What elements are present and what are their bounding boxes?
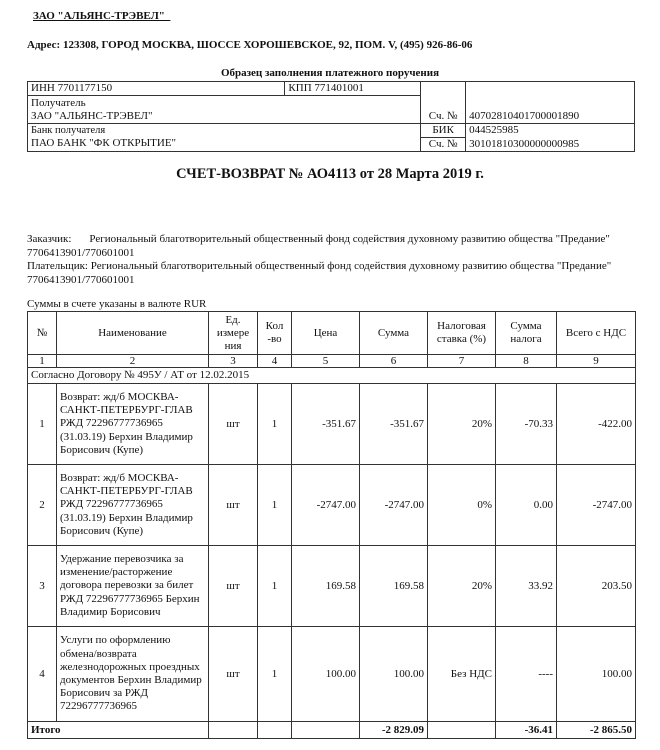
customer-label: Заказчик:	[27, 233, 72, 245]
row-total: 100.00	[557, 627, 636, 722]
row-total: -2747.00	[557, 465, 636, 546]
contract-reference: Согласно Договору № 495У / АТ от 12.02.2015	[28, 368, 636, 384]
column-number: 2	[57, 355, 209, 368]
corr-account-label: Сч. №	[421, 138, 466, 152]
totals-total: -2 865.50	[557, 722, 636, 739]
row-number: 3	[28, 546, 57, 627]
row-tax-rate: 20%	[428, 546, 496, 627]
table-row	[28, 546, 636, 627]
row-sum: 169.58	[360, 546, 428, 627]
row-tax-sum: 0.00	[496, 465, 557, 546]
row-total: 203.50	[557, 546, 636, 627]
row-price: 100.00	[292, 627, 360, 722]
parties-block	[27, 233, 627, 287]
header-tax-rate: Налоговая ставка (%)	[428, 312, 496, 355]
totals-empty-tax-rate	[428, 722, 496, 739]
header-num: №	[28, 312, 57, 355]
header-sum: Сумма	[360, 312, 428, 355]
kpp-cell: КПП 771401001	[285, 82, 421, 96]
row-unit: шт	[209, 465, 258, 546]
totals-empty-qty	[258, 722, 292, 739]
payer-value: Региональный благотворительный общественный фонд содействия духовному развитию общества "Предание" 7706413901/770601001	[27, 260, 614, 286]
column-number: 5	[292, 355, 360, 368]
account-label: Сч. №	[421, 96, 466, 124]
row-price: -2747.00	[292, 465, 360, 546]
company-address: Адрес: 123308, ГОРОД МОСКВА, ШОССЕ ХОРОШЕВСКОЕ, 92, ПОМ. V, (495) 926-86-06	[27, 39, 473, 51]
header-total: Всего с НДС	[557, 312, 636, 355]
company-name: ЗАО "АЛЬЯНС-ТРЭВЕЛ"	[33, 10, 171, 22]
table-row	[28, 384, 636, 465]
totals-tax-sum: -36.41	[496, 722, 557, 739]
row-price: -351.67	[292, 384, 360, 465]
row-number: 2	[28, 465, 57, 546]
column-number: 8	[496, 355, 557, 368]
row-total: -422.00	[557, 384, 636, 465]
table-row	[28, 627, 636, 722]
row-tax-sum: -70.33	[496, 384, 557, 465]
row-tax-sum: 33.92	[496, 546, 557, 627]
row-price: 169.58	[292, 546, 360, 627]
row-qty: 1	[258, 384, 292, 465]
column-number: 3	[209, 355, 258, 368]
row-name: Услуги по оформлению обмена/возврата железнодорожных проездных документов Берхин Владимир Борисович за РЖД 72296777736965	[57, 627, 209, 722]
row-sum: 100.00	[360, 627, 428, 722]
row-unit: шт	[209, 384, 258, 465]
header-qty: Кол -во	[258, 312, 292, 355]
column-number: 6	[360, 355, 428, 368]
column-number: 9	[557, 355, 636, 368]
row-tax-rate: 0%	[428, 465, 496, 546]
account-number: 40702810401700001890	[466, 96, 635, 124]
currency-note: Суммы в счете указаны в валюте RUR	[27, 298, 207, 310]
bank-cell	[28, 124, 421, 152]
totals-sum: -2 829.09	[360, 722, 428, 739]
account-number-spacer	[466, 82, 635, 96]
invoice-items-table	[27, 311, 636, 739]
header-unit: Ед. измере ния	[209, 312, 258, 355]
row-sum: -2747.00	[360, 465, 428, 546]
row-unit: шт	[209, 546, 258, 627]
bank-name: ПАО БАНК "ФК ОТКРЫТИЕ"	[31, 137, 177, 149]
column-number: 1	[28, 355, 57, 368]
bank-label: Банк получателя	[31, 125, 106, 136]
recipient-cell	[28, 96, 421, 124]
customer-line	[27, 233, 627, 260]
account-label-spacer	[421, 82, 466, 96]
row-qty: 1	[258, 627, 292, 722]
payment-sample-title: Образец заполнения платежного поручения	[220, 67, 440, 79]
row-name: Возврат: жд/б МОСКВА-САНКТ-ПЕТЕРБУРГ-ГЛАВ РЖД 72296777736965 (31.03.19) Берхин Владимир Борисович (Купе)	[57, 465, 209, 546]
row-unit: шт	[209, 627, 258, 722]
totals-empty-unit	[209, 722, 258, 739]
header-price: Цена	[292, 312, 360, 355]
recipient-label: Получатель	[31, 97, 86, 109]
payment-details-table	[27, 81, 635, 152]
row-tax-rate: Без НДС	[428, 627, 496, 722]
recipient-name: ЗАО "АЛЬЯНС-ТРЭВЕЛ"	[31, 110, 153, 122]
row-tax-sum: ----	[496, 627, 557, 722]
header-tax-sum: Сумма налога	[496, 312, 557, 355]
row-name: Удержание перевозчика за изменение/расторжение договора перевозки за билет РЖД 72296777736965 Берхин Владимир Борисович	[57, 546, 209, 627]
payer-label: Плательщик:	[27, 260, 88, 272]
column-number-row	[28, 355, 636, 368]
row-name: Возврат: жд/б МОСКВА-САНКТ-ПЕТЕРБУРГ-ГЛАВ РЖД 72296777736965 (31.03.19) Берхин Владимир Борисович (Купе)	[57, 384, 209, 465]
bik-value: 044525985	[466, 124, 635, 138]
row-qty: 1	[258, 546, 292, 627]
row-number: 1	[28, 384, 57, 465]
row-sum: -351.67	[360, 384, 428, 465]
totals-label: Итого	[28, 722, 209, 739]
customer-value: Региональный благотворительный общественный фонд содействия духовному развитию общества "Предание" 7706413901/770601001	[27, 233, 613, 259]
contract-row	[28, 368, 636, 384]
column-number: 4	[258, 355, 292, 368]
row-tax-rate: 20%	[428, 384, 496, 465]
column-number: 7	[428, 355, 496, 368]
corr-account-number: 30101810300000000985	[466, 138, 635, 152]
inn-cell: ИНН 7701177150	[28, 82, 285, 96]
row-number: 4	[28, 627, 57, 722]
header-name: Наименование	[57, 312, 209, 355]
totals-row	[28, 722, 636, 739]
header-row	[28, 312, 636, 355]
row-qty: 1	[258, 465, 292, 546]
totals-empty-price	[292, 722, 360, 739]
table-row	[28, 465, 636, 546]
bik-label: БИК	[421, 124, 466, 138]
payer-line	[27, 260, 627, 287]
document-title: СЧЕТ-ВОЗВРАТ № АО4113 от 28 Марта 2019 г.	[176, 166, 484, 182]
